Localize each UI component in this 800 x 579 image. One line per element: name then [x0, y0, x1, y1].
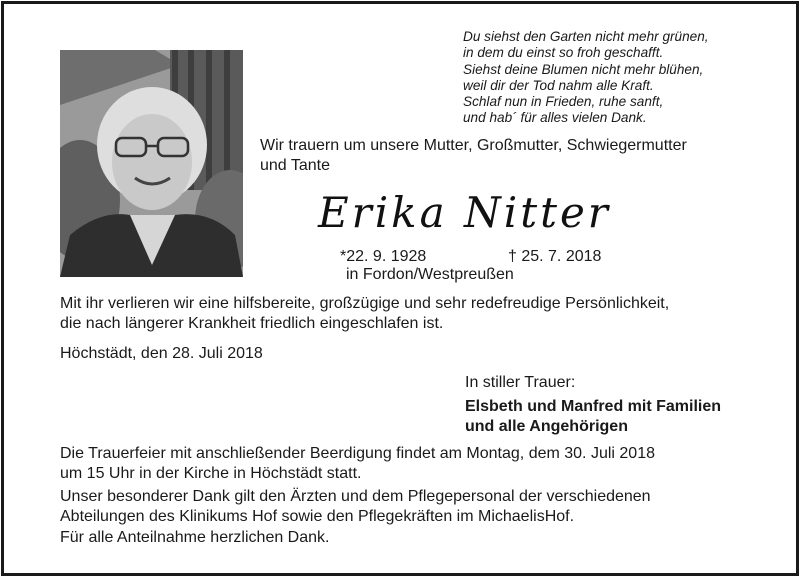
thanks-line: Abteilungen des Klinikums Hof sowie den Pflegekräften im MichaelisHof. [60, 508, 575, 525]
tribute-text [60, 294, 780, 334]
mourners [465, 397, 785, 437]
poem-line: in dem du einst so froh geschafft. [463, 45, 664, 61]
poem-line: weil dir der Tod nahm alle Kraft. [463, 77, 654, 93]
funeral-line: Die Trauerfeier mit anschließender Beerdigung findet am Montag, dem 30. Juli 2018 [60, 445, 655, 462]
mourners-line: und alle Angehörigen [465, 418, 628, 435]
poem [463, 29, 783, 127]
poem-line: Siehst deine Blumen nicht mehr blühen, [463, 61, 704, 77]
poem-line: Schlaf nun in Frieden, ruhe sanft, [463, 94, 664, 110]
portrait-photo [60, 50, 243, 277]
deceased-name: Erika Nitter [318, 188, 611, 237]
funeral-info [60, 444, 780, 484]
tribute-line: Mit ihr verlieren wir eine hilfsbereite, großzügige und sehr redefreudige Persönlichkeit, [60, 295, 670, 312]
mourners-line: Elsbeth und Manfred mit Familien [465, 398, 722, 415]
tribute-line: die nach längerer Krankheit friedlich eingeschlafen ist. [60, 315, 444, 332]
funeral-line: um 15 Uhr in der Kirche in Höchstädt statt. [60, 465, 362, 482]
birth-date: *22. 9. 1928 [340, 248, 427, 265]
thanks-text [60, 487, 780, 527]
closing-text: Für alle Anteilnahme herzlichen Dank. [60, 529, 330, 546]
mourners-intro: In stiller Trauer: [465, 374, 576, 391]
intro-text [260, 136, 780, 176]
thanks-line: Unser besonderer Dank gilt den Ärzten und dem Pflegepersonal der verschiedenen [60, 488, 651, 505]
poem-line: und hab´ für alles vielen Dank. [463, 110, 647, 126]
birthplace: in Fordon/Westpreußen [346, 266, 514, 283]
place-date: Höchstädt, den 28. Juli 2018 [60, 345, 263, 362]
death-date: † 25. 7. 2018 [508, 248, 602, 265]
intro-line: und Tante [260, 157, 330, 174]
poem-line: Du siehst den Garten nicht mehr grünen, [463, 29, 709, 44]
intro-line: Wir trauern um unsere Mutter, Großmutter, Schwiegermutter [260, 137, 687, 154]
